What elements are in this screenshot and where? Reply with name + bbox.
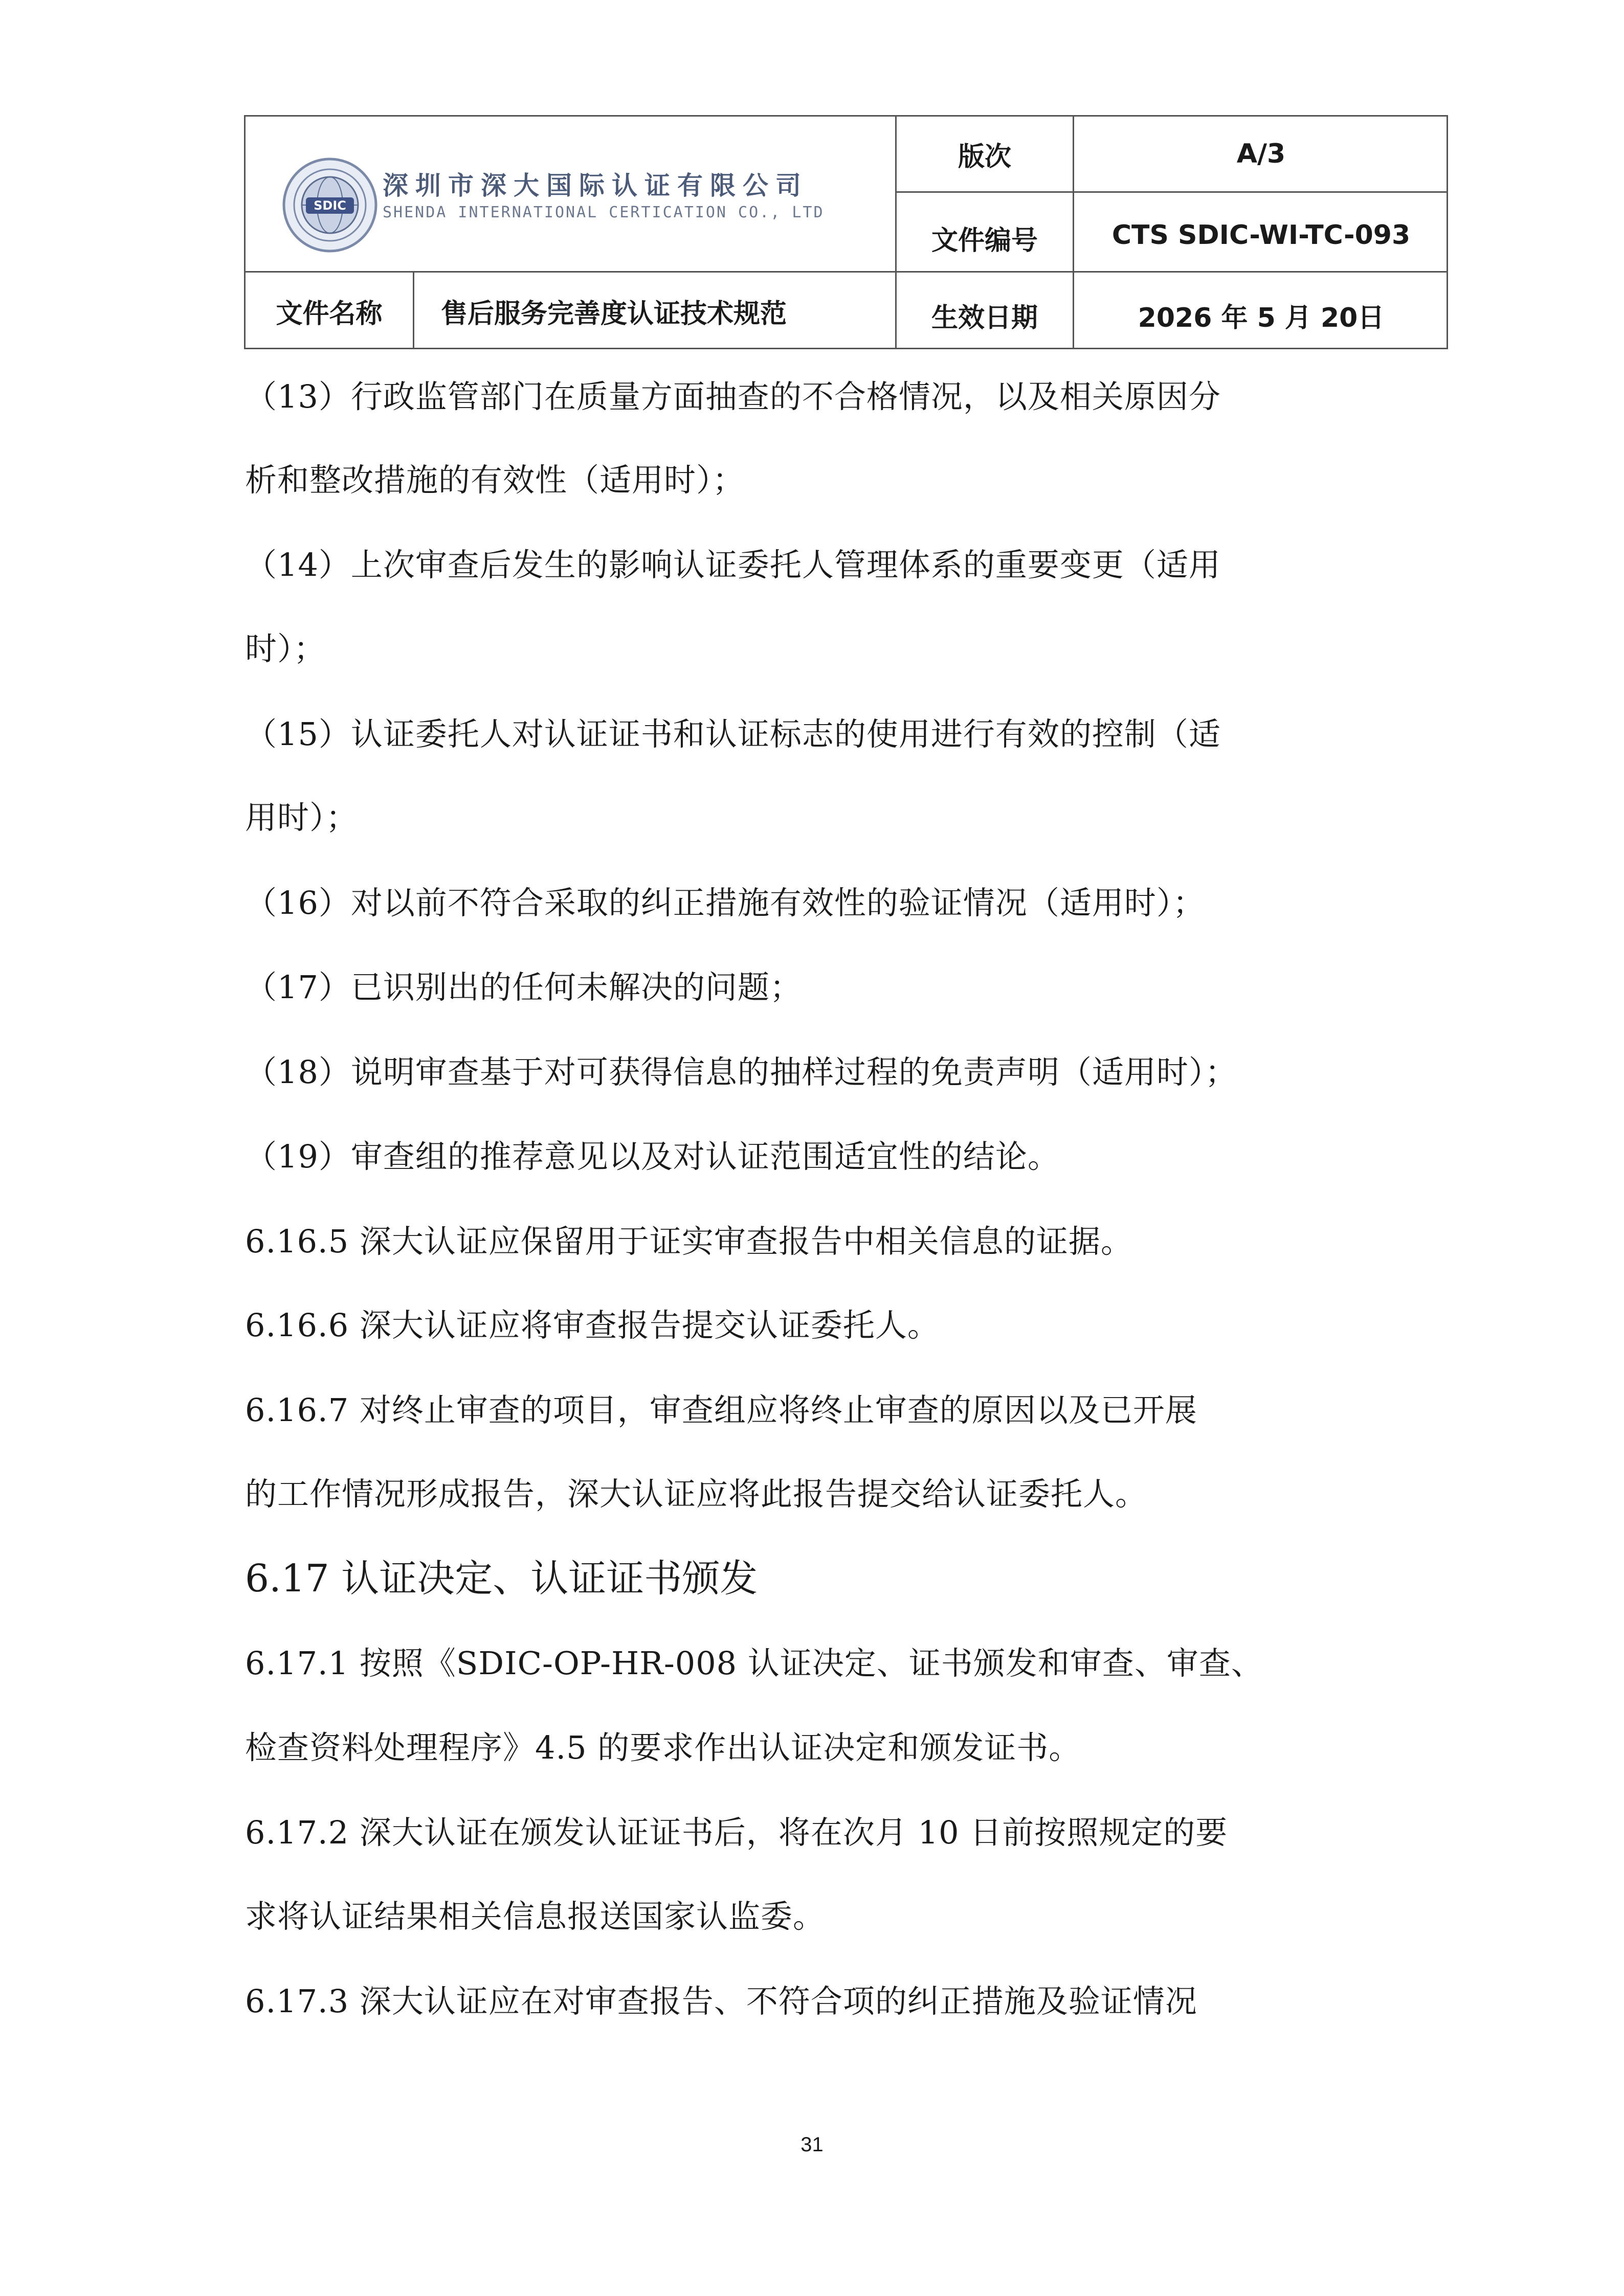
company-seal-logo	[281, 156, 379, 254]
body-line: 用时）；	[245, 799, 359, 836]
body-line: 检查资料处理程序》4.5 的要求作出认证决定和颁发证书。	[245, 1729, 1081, 1766]
body-line: （19）审查组的推荐意见以及对认证范围适宜性的结论。	[245, 1138, 1060, 1175]
body-line: （17）已识别出的任何未解决的问题；	[245, 969, 802, 1006]
company-logo-cell	[246, 117, 895, 271]
body-line: （14）上次审查后发生的影响认证委托人管理体系的重要变更（适用	[245, 546, 1221, 583]
version-value: A/3	[1236, 139, 1286, 169]
doc-number-value: CTS SDIC-WI-TC-093	[1111, 219, 1411, 251]
body-line: 6.16.5 深大认证应保留用于证实审查报告中相关信息的证据。	[245, 1223, 1133, 1260]
doc-number-label: 文件编号	[931, 226, 1038, 256]
svg-text:SDIC: SDIC	[314, 198, 346, 213]
body-line: （16）对以前不符合采取的纠正措施有效性的验证情况（适用时）；	[245, 884, 1205, 921]
body-line: 6.17.1 按照《SDIC-OP-HR-008 认证决定、证书颁发和审查、审查、	[245, 1645, 1263, 1682]
body-line: 6.17.3 深大认证应在对审查报告、不符合项的纠正措施及验证情况	[245, 1983, 1197, 2020]
body-line: 6.17.2 深大认证在颁发认证证书后，将在次月 10 日前按照规定的要	[245, 1814, 1228, 1851]
page-number: 31	[800, 2133, 824, 2156]
document-header-table	[244, 115, 1448, 349]
body-line: 6.16.7 对终止审查的项目，审查组应将终止审查的原因以及已开展	[245, 1391, 1197, 1429]
doc-name-label: 文件名称	[276, 298, 383, 329]
body-line: 6.16.6 深大认证应将审查报告提交认证委托人。	[245, 1307, 940, 1344]
section-heading: 6.17 认证决定、认证证书颁发	[245, 1557, 758, 1601]
body-line: （18）说明审查基于对可获得信息的抽样过程的免责声明（适用时）；	[245, 1053, 1237, 1091]
body-line: 求将认证结果相关信息报送国家认监委。	[245, 1898, 826, 1935]
body-line: 的工作情况形成报告，深大认证应将此报告提交给认证委托人。	[245, 1475, 1148, 1513]
doc-name-value: 售后服务完善度认证技术规范	[441, 298, 787, 329]
version-label: 版次	[958, 141, 1011, 172]
body-line: （13）行政监管部门在质量方面抽查的不合格情况，以及相关原因分	[245, 378, 1221, 415]
body-line: 析和整改措施的有效性（适用时）；	[245, 461, 745, 499]
body-line: 时）；	[245, 630, 326, 667]
effective-date-value: 2026 年 5 月 20日	[1138, 302, 1385, 333]
body-line: （15）认证委托人对认证证书和认证标志的使用进行有效的控制（适	[245, 715, 1221, 753]
company-name-en: SHENDA INTERNATIONAL CERTICATION CO., LTD	[383, 204, 825, 221]
company-name-cn: 深圳市深大国际认证有限公司	[383, 171, 808, 200]
effective-date-label: 生效日期	[931, 302, 1038, 333]
